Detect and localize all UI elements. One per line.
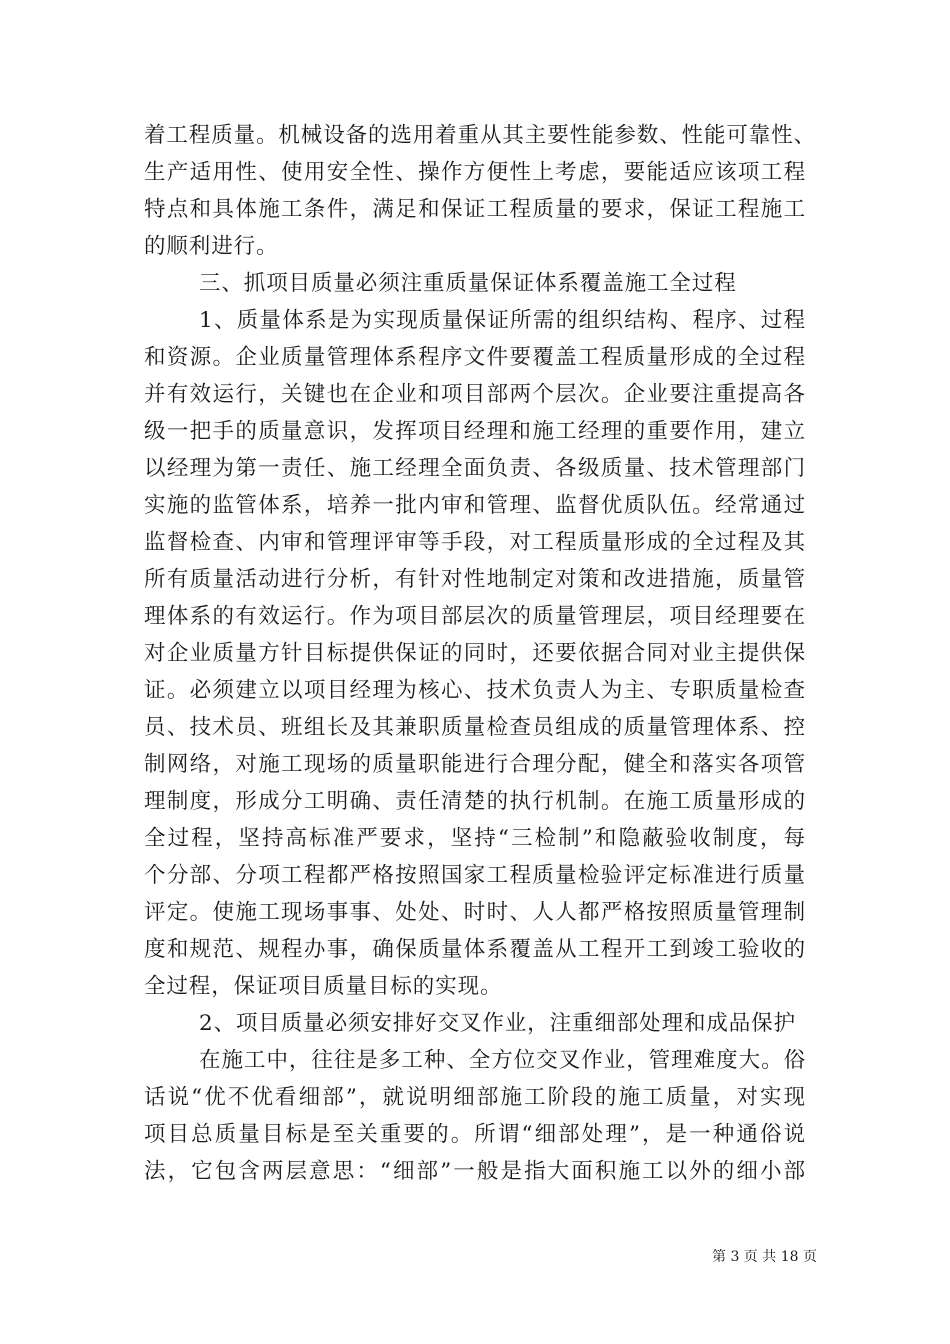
paragraph-line: 以经理为第一责任、施工经理全面负责、各级质量、技术管理部门 [144, 456, 806, 481]
paragraph-line: 实施的监管体系，培养一批内审和管理、监督优质队伍。经常通过 [144, 493, 806, 518]
paragraph-line: 法，它包含两层意思：“细部”一般是指大面积施工以外的细小部 [144, 1159, 806, 1184]
paragraph-line: 评定。使施工现场事事、处处、时时、人人都严格按照质量管理制 [144, 900, 806, 925]
paragraph-line: 全过程，坚持高标准严要求，坚持“三检制”和隐蔽验收制度，每 [144, 826, 806, 851]
paragraph-line: 话说“优不优看细部”，就说明细部施工阶段的施工质量，对实现 [144, 1085, 806, 1110]
paragraph-line: 制网络，对施工现场的质量职能进行合理分配，健全和落实各项管 [144, 752, 806, 777]
paragraph-line: 生产适用性、使用安全性、操作方便性上考虑，要能适应该项工程 [144, 160, 806, 185]
paragraph-line: 并有效运行，关键也在企业和项目部两个层次。企业要注重提高各 [144, 382, 806, 407]
paragraph-line: 监督检查、内审和管理评审等手段，对工程质量形成的全过程及其 [144, 530, 806, 555]
section-heading: 三、抓项目质量必须注重质量保证体系覆盖施工全过程 [199, 271, 737, 296]
paragraph-line: 项目总质量目标是至关重要的。所谓“细部处理”，是一种通俗说 [144, 1122, 806, 1147]
paragraph-line: 级一把手的质量意识，发挥项目经理和施工经理的重要作用，建立 [144, 419, 806, 444]
paragraph-line: 所有质量活动进行分析，有针对性地制定对策和改进措施，质量管 [144, 567, 806, 592]
paragraph-line: 理制度，形成分工明确、责任清楚的执行机制。在施工质量形成的 [144, 789, 806, 814]
paragraph-line: 对企业质量方针目标提供保证的同时，还要依据合同对业主提供保 [144, 641, 806, 666]
paragraph-line: 证。必须建立以项目经理为核心、技术负责人为主、专职质量检查 [144, 678, 806, 703]
subsection-heading: 2、项目质量必须安排好交叉作业，注重细部处理和成品保护 [199, 1011, 796, 1036]
paragraph-line: 1、质量体系是为实现质量保证所需的组织结构、程序、过程 [199, 308, 806, 333]
paragraph-line: 和资源。企业质量管理体系程序文件要覆盖工程质量形成的全过程 [144, 345, 806, 370]
paragraph-line: 的顺利进行。 [144, 234, 279, 259]
paragraph-line: 着工程质量。机械设备的选用着重从其主要性能参数、性能可靠性、 [144, 123, 817, 148]
paragraph-line: 员、技术员、班组长及其兼职质量检查员组成的质量管理体系、控 [144, 715, 806, 740]
paragraph-line: 个分部、分项工程都严格按照国家工程质量检验评定标准进行质量 [144, 863, 806, 888]
page-number: 第 3 页 共 18 页 [712, 1249, 817, 1265]
paragraph-line: 全过程，保证项目质量目标的实现。 [144, 974, 503, 999]
paragraph-line: 度和规范、规程办事，确保质量体系覆盖从工程开工到竣工验收的 [144, 937, 806, 962]
paragraph-line: 特点和具体施工条件，满足和保证工程质量的要求，保证工程施工 [144, 197, 806, 222]
paragraph-line: 在施工中，往往是多工种、全方位交叉作业，管理难度大。俗 [199, 1048, 806, 1073]
paragraph-line: 理体系的有效运行。作为项目部层次的质量管理层，项目经理要在 [144, 604, 806, 629]
